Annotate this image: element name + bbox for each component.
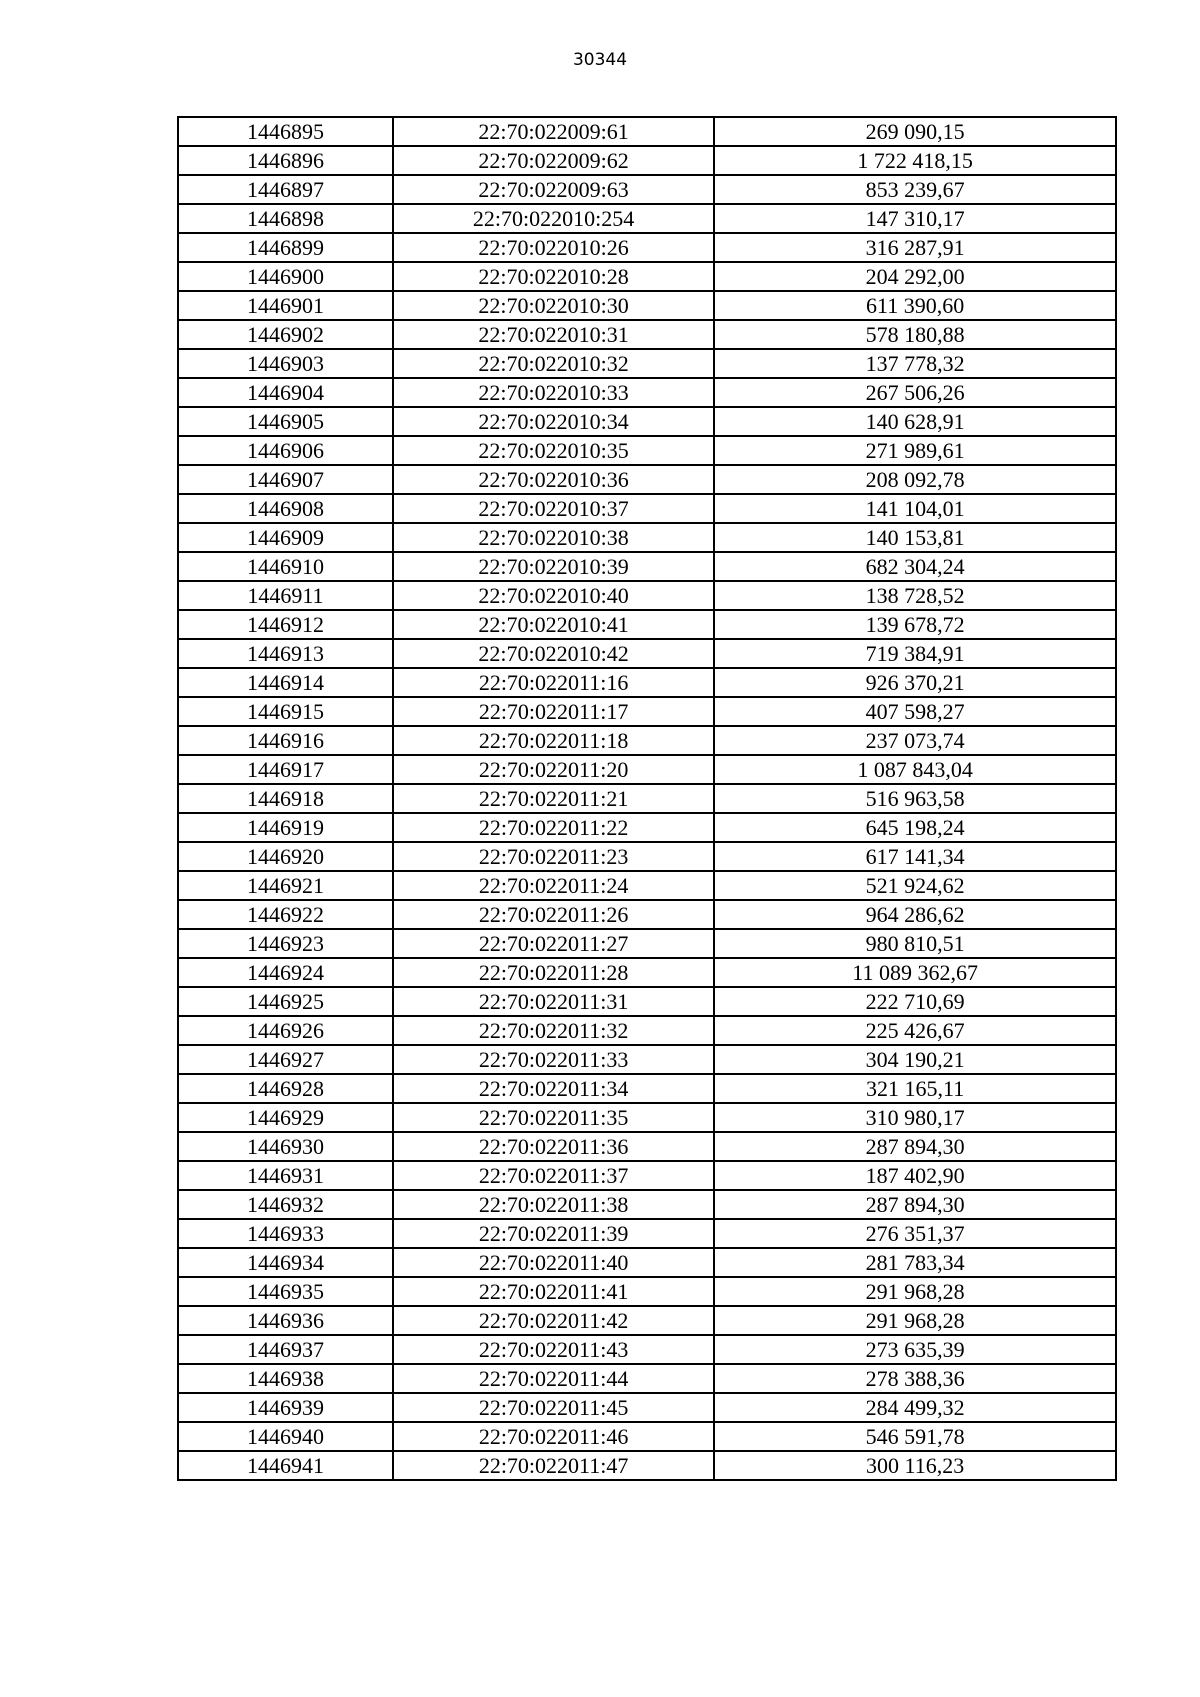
row-id-cell: 1446912 <box>178 610 393 639</box>
table-row <box>178 262 1116 291</box>
cadastral-number-cell: 22:70:022011:38 <box>393 1190 714 1219</box>
value-cell: 321 165,11 <box>714 1074 1116 1103</box>
row-id-cell: 1446922 <box>178 900 393 929</box>
cadastral-number-cell: 22:70:022011:20 <box>393 755 714 784</box>
cadastral-number-cell: 22:70:022011:32 <box>393 1016 714 1045</box>
table-row <box>178 1190 1116 1219</box>
cadastral-number-cell: 22:70:022011:40 <box>393 1248 714 1277</box>
value-cell: 300 116,23 <box>714 1451 1116 1480</box>
row-id-cell: 1446914 <box>178 668 393 697</box>
table-row <box>178 1103 1116 1132</box>
table-row <box>178 349 1116 378</box>
row-id-cell: 1446929 <box>178 1103 393 1132</box>
row-id-cell: 1446920 <box>178 842 393 871</box>
cadastral-number-cell: 22:70:022011:44 <box>393 1364 714 1393</box>
value-cell: 964 286,62 <box>714 900 1116 929</box>
row-id-cell: 1446925 <box>178 987 393 1016</box>
value-cell: 141 104,01 <box>714 494 1116 523</box>
table-row <box>178 1016 1116 1045</box>
value-cell: 140 628,91 <box>714 407 1116 436</box>
cadastral-number-cell: 22:70:022011:37 <box>393 1161 714 1190</box>
row-id-cell: 1446913 <box>178 639 393 668</box>
table-row <box>178 1219 1116 1248</box>
table-row <box>178 610 1116 639</box>
value-cell: 719 384,91 <box>714 639 1116 668</box>
value-cell: 187 402,90 <box>714 1161 1116 1190</box>
cadastral-number-cell: 22:70:022011:18 <box>393 726 714 755</box>
cadastral-number-cell: 22:70:022011:27 <box>393 929 714 958</box>
row-id-cell: 1446900 <box>178 262 393 291</box>
value-cell: 980 810,51 <box>714 929 1116 958</box>
row-id-cell: 1446937 <box>178 1335 393 1364</box>
table-row <box>178 407 1116 436</box>
cadastral-number-cell: 22:70:022011:21 <box>393 784 714 813</box>
row-id-cell: 1446933 <box>178 1219 393 1248</box>
row-id-cell: 1446907 <box>178 465 393 494</box>
table-row <box>178 1074 1116 1103</box>
cadastral-number-cell: 22:70:022011:43 <box>393 1335 714 1364</box>
row-id-cell: 1446903 <box>178 349 393 378</box>
row-id-cell: 1446902 <box>178 320 393 349</box>
cadastral-number-cell: 22:70:022010:33 <box>393 378 714 407</box>
table-row <box>178 1335 1116 1364</box>
value-cell: 310 980,17 <box>714 1103 1116 1132</box>
table-row <box>178 784 1116 813</box>
cadastral-number-cell: 22:70:022011:17 <box>393 697 714 726</box>
row-id-cell: 1446936 <box>178 1306 393 1335</box>
table-row <box>178 552 1116 581</box>
cadastral-number-cell: 22:70:022011:26 <box>393 900 714 929</box>
value-cell: 137 778,32 <box>714 349 1116 378</box>
cadastral-number-cell: 22:70:022011:42 <box>393 1306 714 1335</box>
value-cell: 281 783,34 <box>714 1248 1116 1277</box>
table-row <box>178 697 1116 726</box>
table-row <box>178 523 1116 552</box>
page-number: 30344 <box>572 50 628 70</box>
cadastral-number-cell: 22:70:022010:31 <box>393 320 714 349</box>
value-cell: 225 426,67 <box>714 1016 1116 1045</box>
table-row <box>178 1393 1116 1422</box>
table-row <box>178 233 1116 262</box>
value-cell: 278 388,36 <box>714 1364 1116 1393</box>
value-cell: 1 722 418,15 <box>714 146 1116 175</box>
row-id-cell: 1446910 <box>178 552 393 581</box>
cadastral-number-cell: 22:70:022010:39 <box>393 552 714 581</box>
cadastral-number-cell: 22:70:022011:47 <box>393 1451 714 1480</box>
cadastral-number-cell: 22:70:022010:32 <box>393 349 714 378</box>
table-row <box>178 146 1116 175</box>
row-id-cell: 1446938 <box>178 1364 393 1393</box>
row-id-cell: 1446932 <box>178 1190 393 1219</box>
table-row <box>178 1132 1116 1161</box>
value-cell: 138 728,52 <box>714 581 1116 610</box>
cadastral-number-cell: 22:70:022010:254 <box>393 204 714 233</box>
cadastral-number-cell: 22:70:022011:33 <box>393 1045 714 1074</box>
table-row <box>178 581 1116 610</box>
row-id-cell: 1446941 <box>178 1451 393 1480</box>
value-cell: 267 506,26 <box>714 378 1116 407</box>
cadastral-number-cell: 22:70:022010:34 <box>393 407 714 436</box>
row-id-cell: 1446895 <box>178 117 393 146</box>
value-cell: 208 092,78 <box>714 465 1116 494</box>
value-cell: 407 598,27 <box>714 697 1116 726</box>
cadastral-number-cell: 22:70:022010:41 <box>393 610 714 639</box>
row-id-cell: 1446905 <box>178 407 393 436</box>
value-cell: 516 963,58 <box>714 784 1116 813</box>
value-cell: 11 089 362,67 <box>714 958 1116 987</box>
cadastral-number-cell: 22:70:022011:22 <box>393 813 714 842</box>
row-id-cell: 1446899 <box>178 233 393 262</box>
value-cell: 147 310,17 <box>714 204 1116 233</box>
cadastral-number-cell: 22:70:022009:61 <box>393 117 714 146</box>
cadastral-number-cell: 22:70:022010:35 <box>393 436 714 465</box>
cadastral-number-cell: 22:70:022011:28 <box>393 958 714 987</box>
cadastral-number-cell: 22:70:022011:35 <box>393 1103 714 1132</box>
value-cell: 291 968,28 <box>714 1306 1116 1335</box>
row-id-cell: 1446897 <box>178 175 393 204</box>
table-row <box>178 320 1116 349</box>
row-id-cell: 1446924 <box>178 958 393 987</box>
cadastral-number-cell: 22:70:022010:30 <box>393 291 714 320</box>
row-id-cell: 1446939 <box>178 1393 393 1422</box>
value-cell: 271 989,61 <box>714 436 1116 465</box>
value-cell: 237 073,74 <box>714 726 1116 755</box>
row-id-cell: 1446896 <box>178 146 393 175</box>
value-cell: 617 141,34 <box>714 842 1116 871</box>
table-row <box>178 639 1116 668</box>
cadastral-number-cell: 22:70:022011:31 <box>393 987 714 1016</box>
row-id-cell: 1446930 <box>178 1132 393 1161</box>
cadastral-number-cell: 22:70:022010:37 <box>393 494 714 523</box>
table-row <box>178 1248 1116 1277</box>
cadastral-number-cell: 22:70:022011:34 <box>393 1074 714 1103</box>
row-id-cell: 1446919 <box>178 813 393 842</box>
cadastral-number-cell: 22:70:022011:16 <box>393 668 714 697</box>
row-id-cell: 1446915 <box>178 697 393 726</box>
cadastral-number-cell: 22:70:022010:38 <box>393 523 714 552</box>
value-cell: 204 292,00 <box>714 262 1116 291</box>
value-cell: 287 894,30 <box>714 1132 1116 1161</box>
cadastral-number-cell: 22:70:022011:45 <box>393 1393 714 1422</box>
table-row <box>178 175 1116 204</box>
value-cell: 139 678,72 <box>714 610 1116 639</box>
cadastral-number-cell: 22:70:022009:63 <box>393 175 714 204</box>
row-id-cell: 1446927 <box>178 1045 393 1074</box>
table-row <box>178 668 1116 697</box>
value-cell: 521 924,62 <box>714 871 1116 900</box>
row-id-cell: 1446921 <box>178 871 393 900</box>
value-cell: 1 087 843,04 <box>714 755 1116 784</box>
cadastral-number-cell: 22:70:022010:36 <box>393 465 714 494</box>
cadastral-number-cell: 22:70:022011:24 <box>393 871 714 900</box>
table-row <box>178 726 1116 755</box>
row-id-cell: 1446901 <box>178 291 393 320</box>
row-id-cell: 1446940 <box>178 1422 393 1451</box>
table-row <box>178 204 1116 233</box>
row-id-cell: 1446931 <box>178 1161 393 1190</box>
cadastral-number-cell: 22:70:022010:28 <box>393 262 714 291</box>
row-id-cell: 1446908 <box>178 494 393 523</box>
row-id-cell: 1446923 <box>178 929 393 958</box>
row-id-cell: 1446926 <box>178 1016 393 1045</box>
cadastral-number-cell: 22:70:022010:42 <box>393 639 714 668</box>
table-row <box>178 291 1116 320</box>
table-row <box>178 1161 1116 1190</box>
table-row <box>178 436 1116 465</box>
table-row <box>178 900 1116 929</box>
cadastral-number-cell: 22:70:022009:62 <box>393 146 714 175</box>
value-cell: 926 370,21 <box>714 668 1116 697</box>
table-row <box>178 929 1116 958</box>
value-cell: 546 591,78 <box>714 1422 1116 1451</box>
row-id-cell: 1446906 <box>178 436 393 465</box>
value-cell: 269 090,15 <box>714 117 1116 146</box>
row-id-cell: 1446909 <box>178 523 393 552</box>
table-row <box>178 987 1116 1016</box>
data-table <box>177 116 1117 1481</box>
value-cell: 140 153,81 <box>714 523 1116 552</box>
table-row <box>178 1045 1116 1074</box>
table-row <box>178 117 1116 146</box>
table-row <box>178 1306 1116 1335</box>
table-row <box>178 755 1116 784</box>
cadastral-number-cell: 22:70:022010:40 <box>393 581 714 610</box>
table-row <box>178 1451 1116 1480</box>
value-cell: 276 351,37 <box>714 1219 1116 1248</box>
cadastral-number-cell: 22:70:022011:39 <box>393 1219 714 1248</box>
table-body <box>178 117 1116 1480</box>
value-cell: 611 390,60 <box>714 291 1116 320</box>
row-id-cell: 1446935 <box>178 1277 393 1306</box>
table-row <box>178 1422 1116 1451</box>
row-id-cell: 1446928 <box>178 1074 393 1103</box>
value-cell: 287 894,30 <box>714 1190 1116 1219</box>
cadastral-number-cell: 22:70:022011:46 <box>393 1422 714 1451</box>
value-cell: 284 499,32 <box>714 1393 1116 1422</box>
table-row <box>178 871 1116 900</box>
table-row <box>178 494 1116 523</box>
value-cell: 578 180,88 <box>714 320 1116 349</box>
value-cell: 291 968,28 <box>714 1277 1116 1306</box>
table-row <box>178 465 1116 494</box>
cadastral-number-cell: 22:70:022011:36 <box>393 1132 714 1161</box>
row-id-cell: 1446918 <box>178 784 393 813</box>
value-cell: 273 635,39 <box>714 1335 1116 1364</box>
cadastral-number-cell: 22:70:022011:23 <box>393 842 714 871</box>
row-id-cell: 1446917 <box>178 755 393 784</box>
table-row <box>178 378 1116 407</box>
cadastral-number-cell: 22:70:022010:26 <box>393 233 714 262</box>
table-row <box>178 958 1116 987</box>
row-id-cell: 1446934 <box>178 1248 393 1277</box>
cadastral-number-cell: 22:70:022011:41 <box>393 1277 714 1306</box>
value-cell: 304 190,21 <box>714 1045 1116 1074</box>
value-cell: 316 287,91 <box>714 233 1116 262</box>
table-row <box>178 1277 1116 1306</box>
row-id-cell: 1446916 <box>178 726 393 755</box>
value-cell: 682 304,24 <box>714 552 1116 581</box>
value-cell: 645 198,24 <box>714 813 1116 842</box>
value-cell: 853 239,67 <box>714 175 1116 204</box>
row-id-cell: 1446911 <box>178 581 393 610</box>
row-id-cell: 1446904 <box>178 378 393 407</box>
table-row <box>178 813 1116 842</box>
row-id-cell: 1446898 <box>178 204 393 233</box>
table-row <box>178 1364 1116 1393</box>
value-cell: 222 710,69 <box>714 987 1116 1016</box>
table-row <box>178 842 1116 871</box>
